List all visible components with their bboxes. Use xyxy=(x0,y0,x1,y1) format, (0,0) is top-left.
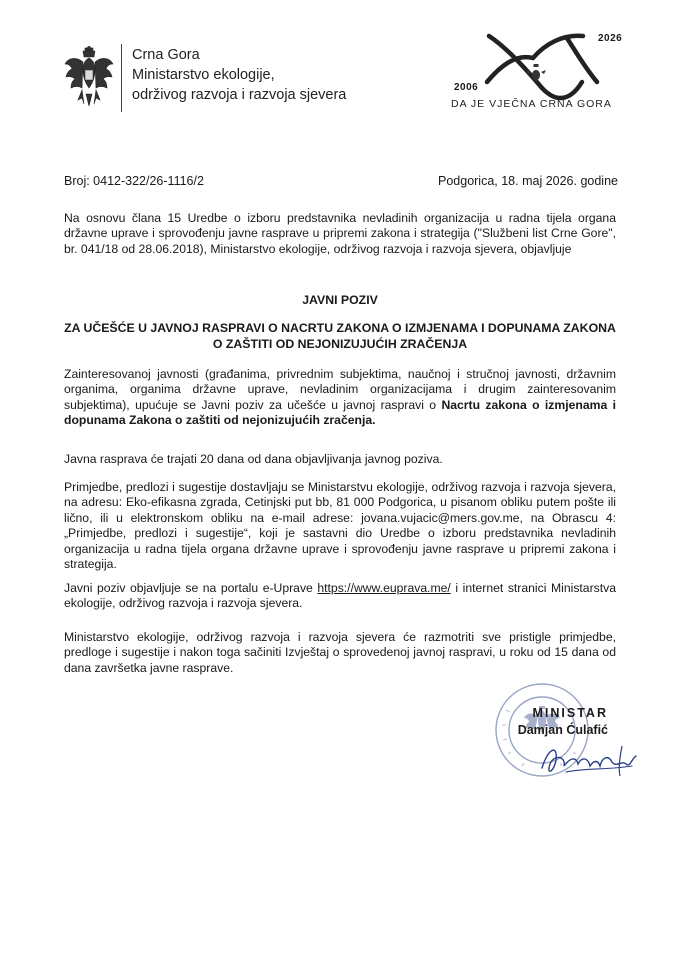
logo-motto: DA JE VJEČNA CRNA GORA xyxy=(451,98,612,110)
invitation-paragraph xyxy=(64,367,616,429)
coat-of-arms-icon xyxy=(64,46,114,108)
intro-paragraph: Na osnovu člana 15 Uredbe o izboru predstavnika nevladinih organizacija u radna tijela organa državne uprave i sprovođenju javne rasprave u pripremi zakona i strategija ("Službeni list Crne Gore", br. 041/18 od 28.06.2018), Ministarstvo ekologije, održivog razvoja i razvoja sjevera, objavljuje xyxy=(64,211,616,256)
place-and-date: Podgorica, 18. maj 2026. godine xyxy=(438,174,618,188)
signatory-role: MINISTAR xyxy=(532,706,608,720)
logo-year-start: 2006 xyxy=(454,82,479,93)
country-line: Crna Gora xyxy=(132,47,200,63)
document-title: JAVNI POZIV xyxy=(302,293,378,307)
ministry-name xyxy=(132,45,346,105)
ministry-line-1: Ministarstvo ekologije, xyxy=(132,67,275,83)
handwritten-signature xyxy=(536,738,640,782)
publication-text-start: Javni poziv objavljuje se na portalu e-Uprave xyxy=(64,581,318,595)
document-subtitle: ZA UČEŠĆE U JAVNOJ RASPRAVI O NACRTU ZAKONA O IZMJENAMA I DOPUNAMA ZAKONA O ZAŠTITI OD NEJONIZUJUĆIH ZRAČENJA xyxy=(64,321,616,351)
signatory-name: Damjan Ćulafić xyxy=(517,723,608,737)
euprava-link[interactable]: https://www.euprava.me/ xyxy=(317,581,451,595)
draft-law-name: Nacrtu zakona o izmjenama i dopunama Zakona o zaštiti od nejonizujućih zračenja. xyxy=(64,397,616,428)
header-divider xyxy=(121,44,122,112)
submission-paragraph: Primjedbe, predlozi i sugestije dostavljaju se Ministarstvu ekologije, održivog razvoja i razvoja sjevera, na adresu: Eko-efikasna zgrada, Cetinjski put bb, 81 000 Podgorica, u pisanom obliku putem pošte ili lično, ili u elektronskom obliku na e-mail adrese: jovana.vujacic@mers.gov.me, na Obrascu 4: „Primjedbe, predlozi i sugestije“, koji je sastavni dio Uredbe o izboru predstavnika nevladinih organizacija u radna tijela organa državne uprave i sprovođenju javne rasprave u pripremi zakona i strategija. xyxy=(64,480,616,572)
invitation-text: Zainteresovanoj javnosti (građanima, privrednim subjektima, naučnoj i stručnoj javnosti, državnim organima, organima državne uprave, nevladinim organizacijama i drugim zainteresovanim subjektima), upućuje se Javni poziv za učešće u javnoj raspravi o xyxy=(64,367,616,412)
ministry-line-2: održivog razvoja i razvoja sjevera xyxy=(132,87,347,103)
reference-number: Broj: 0412-322/26-1116/2 xyxy=(64,174,204,188)
publication-text-end: i internet stranici Ministarstva ekologije, održivog razvoja i razvoja sjevera. xyxy=(64,581,616,611)
publication-paragraph xyxy=(64,581,616,612)
duration-paragraph: Javna rasprava će trajati 20 dana od dana objavljivanja javnog poziva. xyxy=(64,452,443,466)
review-paragraph: Ministarstvo ekologije, održivog razvoja i razvoja sjevera će razmotriti sve pristigle primjedbe, predloge i sugestije i nakon toga sačiniti Izvještaj o sprovedenoj javnoj raspravi, u roku od 15 dana od dana završetka javne rasprave. xyxy=(64,630,616,675)
logo-year-end: 2026 xyxy=(598,33,623,44)
